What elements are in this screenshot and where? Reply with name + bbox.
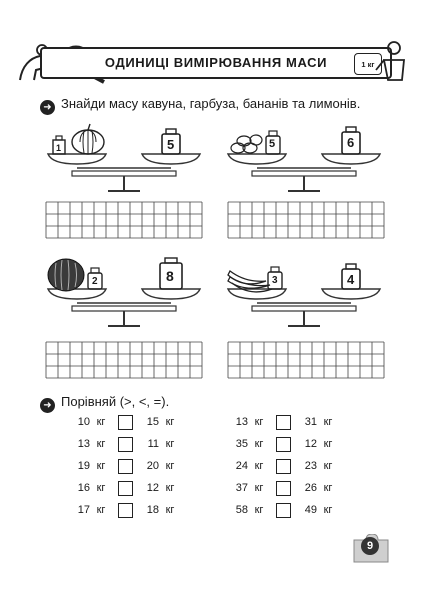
arrow-icon: ➜	[40, 100, 55, 115]
unit: кг	[254, 504, 264, 516]
unit: кг	[323, 460, 333, 472]
title-banner	[40, 47, 392, 79]
answer-grid[interactable]	[44, 340, 204, 380]
number: 58	[235, 504, 248, 516]
comparison-row	[70, 436, 181, 452]
scale-watermelon	[44, 253, 204, 333]
unit: кг	[165, 482, 175, 494]
answer-grid[interactable]	[44, 200, 204, 240]
unit: кг	[254, 482, 264, 494]
number: 20	[146, 460, 159, 472]
answer-box[interactable]	[118, 503, 133, 518]
scale-bananas	[224, 253, 384, 333]
weight-label: 4	[347, 272, 355, 287]
number: 18	[146, 504, 159, 516]
scale-lemons	[224, 118, 384, 198]
unit: кг	[165, 460, 175, 472]
unit: кг	[165, 416, 175, 428]
weight-label: 2	[92, 276, 98, 287]
number: 35	[235, 438, 248, 450]
number: 19	[77, 460, 90, 472]
weight-label: 1	[56, 143, 62, 153]
unit: кг	[323, 482, 333, 494]
number: 24	[235, 460, 248, 472]
number: 13	[235, 416, 248, 428]
weight-label: 5	[269, 138, 276, 150]
task2-text: Порівняй (>, <, =).	[61, 394, 170, 409]
number: 26	[304, 482, 317, 494]
comparison-row	[70, 414, 181, 430]
answer-box[interactable]	[276, 415, 291, 430]
number: 17	[77, 504, 90, 516]
answer-grid[interactable]	[226, 200, 386, 240]
answer-box[interactable]	[276, 481, 291, 496]
child-icon	[370, 40, 410, 84]
task2-instruction	[40, 394, 169, 413]
number: 13	[77, 438, 90, 450]
kg-weight-icon: 1 кг	[354, 53, 382, 75]
weight-label: 6	[347, 135, 355, 150]
weight-label: 5	[167, 137, 175, 152]
unit: кг	[96, 482, 106, 494]
number: 12	[304, 438, 317, 450]
number: 12	[146, 482, 159, 494]
unit: кг	[165, 504, 175, 516]
answer-box[interactable]	[276, 459, 291, 474]
unit: кг	[96, 416, 106, 428]
number: 37	[235, 482, 248, 494]
unit: кг	[96, 460, 106, 472]
weight-label: 8	[166, 268, 174, 284]
unit: кг	[254, 460, 264, 472]
answer-box[interactable]	[276, 437, 291, 452]
answer-box[interactable]	[118, 459, 133, 474]
comparison-row	[70, 458, 181, 474]
comparison-row	[228, 458, 339, 474]
number: 49	[304, 504, 317, 516]
answer-box[interactable]	[118, 415, 133, 430]
unit: кг	[323, 416, 333, 428]
unit: кг	[254, 416, 264, 428]
weight-label: 3	[272, 275, 278, 286]
task1-text: Знайди масу кавуна, гарбуза, бананів та лимонів.	[61, 96, 361, 111]
comparison-row	[228, 502, 339, 518]
comparison-row	[70, 502, 181, 518]
comparison-row	[70, 480, 181, 496]
answer-box[interactable]	[118, 481, 133, 496]
comparison-row	[228, 480, 339, 496]
answer-grid[interactable]	[226, 340, 386, 380]
arrow-icon: ➜	[40, 398, 55, 413]
number: 31	[304, 416, 317, 428]
answer-box[interactable]	[118, 437, 133, 452]
number: 10	[77, 416, 90, 428]
scale-pumpkin	[44, 118, 204, 198]
task1-instruction	[40, 96, 360, 115]
page-number: 9	[361, 537, 379, 555]
number: 23	[304, 460, 317, 472]
unit: кг	[96, 438, 106, 450]
answer-box[interactable]	[276, 503, 291, 518]
unit: кг	[165, 438, 175, 450]
unit: кг	[323, 438, 333, 450]
page-title: ОДИНИЦІ ВИМІРЮВАННЯ МАСИ	[104, 55, 328, 70]
comparison-row	[228, 436, 339, 452]
number: 15	[146, 416, 159, 428]
unit: кг	[254, 438, 264, 450]
number: 16	[77, 482, 90, 494]
unit: кг	[96, 504, 106, 516]
comparison-row	[228, 414, 339, 430]
unit: кг	[323, 504, 333, 516]
number: 11	[147, 438, 159, 450]
